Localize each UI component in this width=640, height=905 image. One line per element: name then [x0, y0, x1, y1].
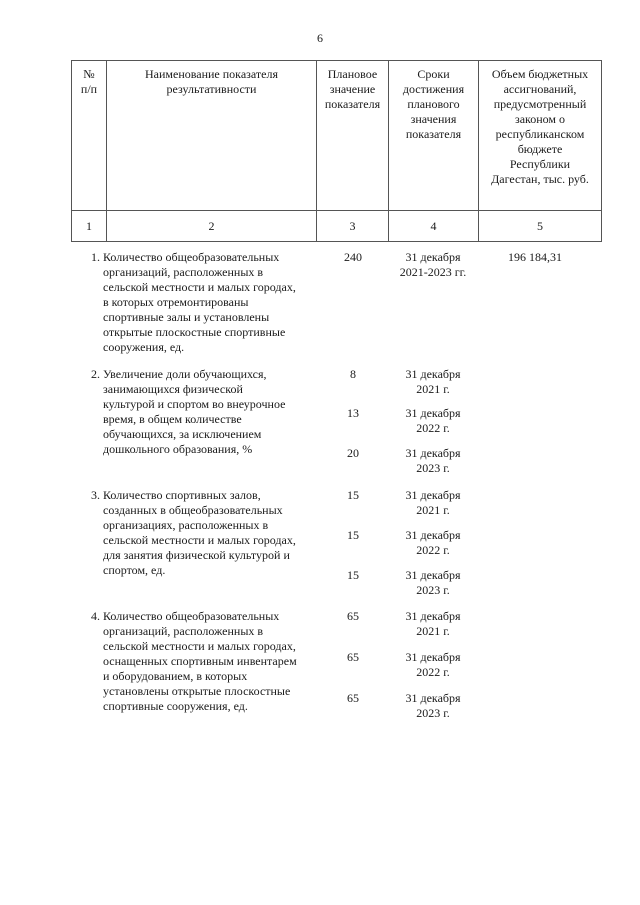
header-num: № п/п: [72, 61, 107, 211]
indicator-name: Увеличение доли обучающихся, занимающихся физической культурой и спортом во внеурочное время, в общем количестве обучающихся, за исключением дошкольного образования, %: [103, 367, 286, 456]
deadline: 31 декабря 2022 г.: [405, 406, 461, 435]
plan-value: 15: [347, 528, 359, 542]
deadline: 31 декабря 2021 г.: [405, 488, 461, 517]
row-number: 4.: [91, 609, 100, 623]
col-number: 4: [389, 211, 479, 242]
plan-value: 15: [347, 488, 359, 502]
deadline: 31 декабря 2021 г.: [405, 367, 461, 396]
page-number: 6: [317, 31, 323, 45]
deadline: 31 декабря 2023 г.: [405, 446, 461, 475]
col-number: 2: [107, 211, 317, 242]
plan-value: 8: [350, 367, 356, 381]
col-number: 5: [479, 211, 602, 242]
row-number: 3.: [91, 488, 100, 502]
deadline: 31 декабря 2021-2023 гг.: [399, 250, 467, 279]
plan-value: 15: [347, 568, 359, 582]
plan-value: 240: [344, 250, 362, 264]
deadline: 31 декабря 2023 г.: [405, 568, 461, 597]
indicator-name: Количество спортивных залов, созданных в общеобразовательных организациях, расположенных в сельской местности и малых городах, для занятия физической культурой и спортом, ед.: [103, 488, 296, 577]
header-plan: Плановое значение показателя: [317, 61, 389, 211]
plan-value: 65: [347, 609, 359, 623]
deadline: 31 декабря 2022 г.: [405, 650, 461, 679]
plan-value: 13: [347, 406, 359, 420]
deadline: 31 декабря 2023 г.: [405, 691, 461, 720]
header-term: Сроки достижения планового значения показателя: [389, 61, 479, 211]
row-number: 1.: [91, 250, 100, 264]
deadline: 31 декабря 2021 г.: [405, 609, 461, 638]
budget-value: 196 184,31: [508, 250, 562, 264]
plan-value: 20: [347, 446, 359, 460]
col-number: 1: [72, 211, 107, 242]
col-number: 3: [317, 211, 389, 242]
plan-value: 65: [347, 650, 359, 664]
plan-value: 65: [347, 691, 359, 705]
row-number: 2.: [91, 367, 100, 381]
deadline: 31 декабря 2022 г.: [405, 528, 461, 557]
indicator-name: Количество общеобразовательных организаций, расположенных в сельской местности и малых городах, оснащенных спортивным инвентарем и оборудованием, в которых установлены открытые плоскостные спортивные сооружения, ед.: [103, 609, 297, 713]
header-name: Наименование показателя результативности: [107, 61, 317, 211]
header-budget: Объем бюджетных ассигнований, предусмотренный законом о республиканском бюджете Республики Дагестан, тыс. руб.: [479, 61, 602, 211]
indicator-name: Количество общеобразовательных организаций, расположенных в сельской местности и малых городах, в которых отремонтированы спортивные залы и установлены открытые плоскостные спортивные сооружения, ед.: [103, 250, 296, 354]
table-header: [71, 60, 602, 242]
